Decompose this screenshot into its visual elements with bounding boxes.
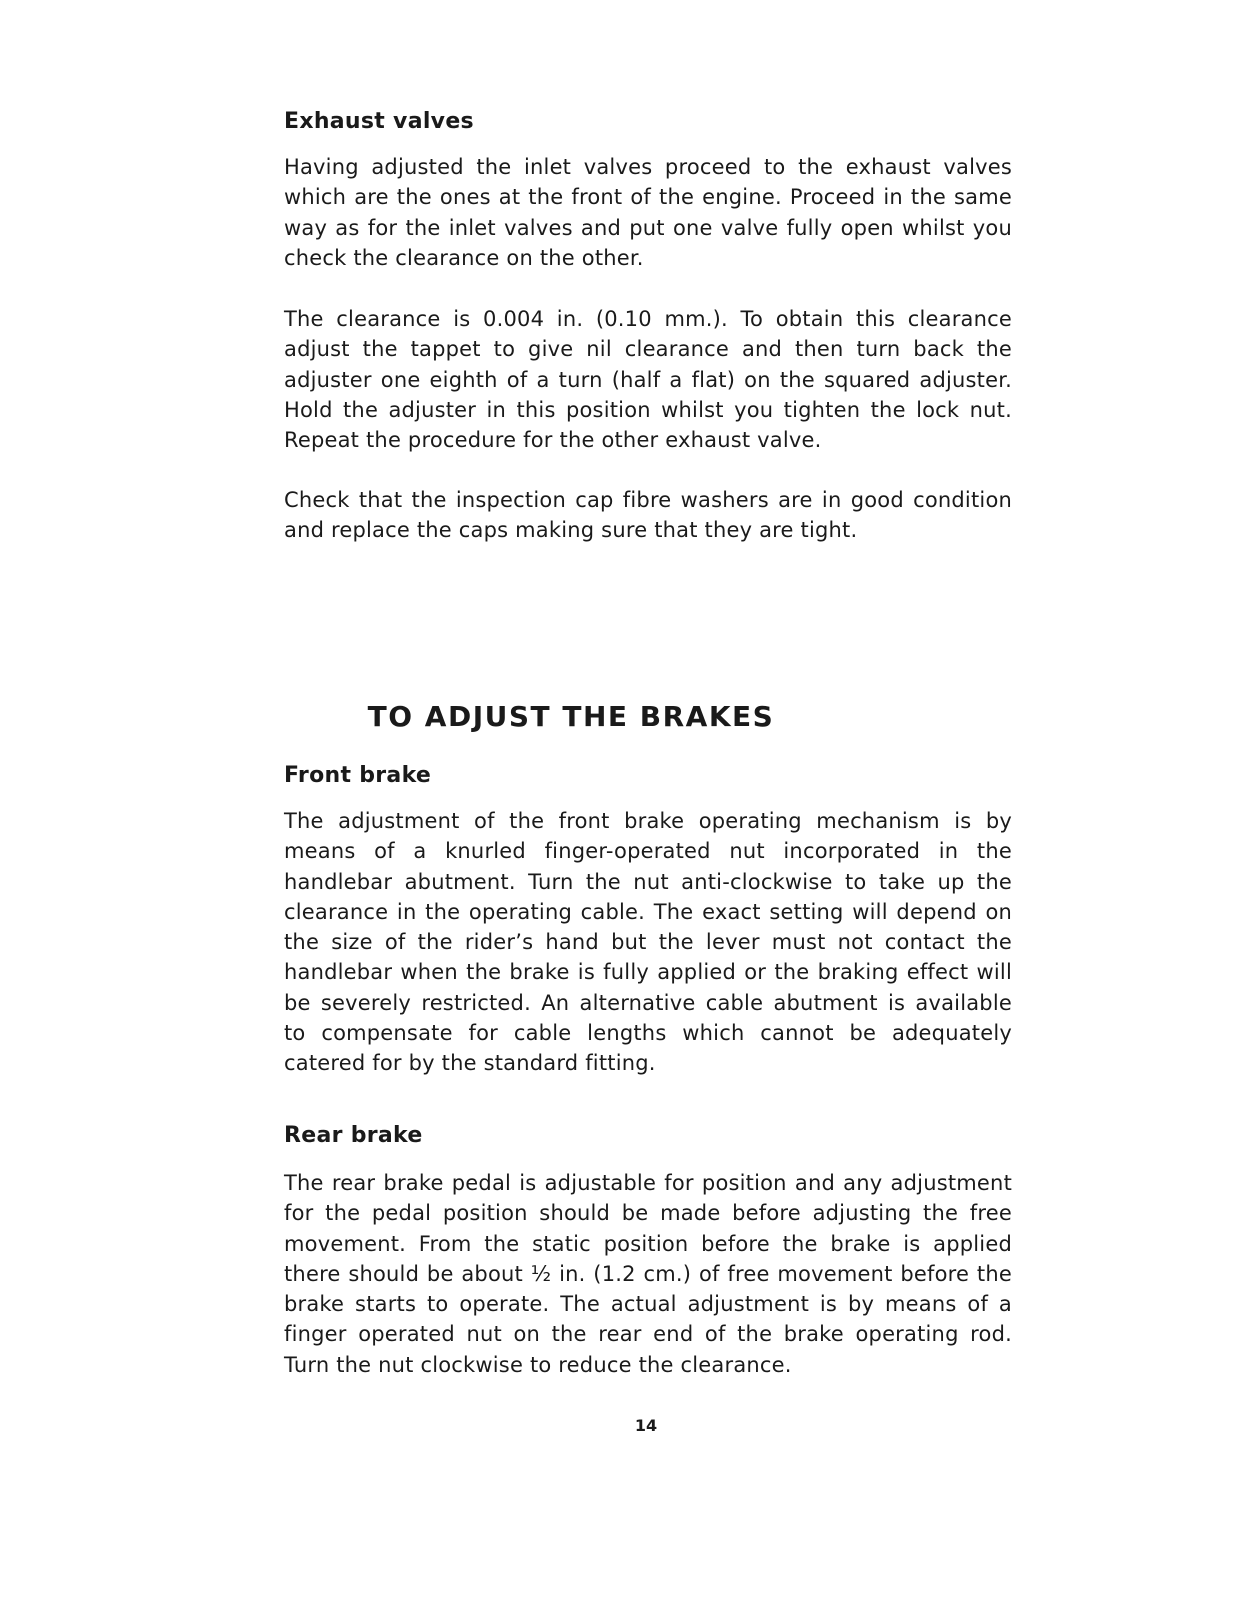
exhaust-valves-heading: Exhaust valves (284, 109, 474, 134)
front-brake-heading: Front brake (284, 763, 432, 788)
rear-brake-paragraph: The rear brake pedal is adjustable for position and any adjustment for the pedal position should be made before adjusting the free movement. From the static position before the brake is applied there should be about ½ in. (1.2 cm.) of free movement before the brake starts to operate. The actual adjustment is by means of a finger operated nut on the rear end of the brake operating rod. Turn the nut clockwise to reduce the clearance. (284, 1171, 1012, 1377)
page-number: 14 (634, 1416, 658, 1435)
exhaust-paragraph-1: Having adjusted the inlet valves proceed to the exhaust valves which are the ones at the front of the engine. Proceed in the same way as for the inlet valves and put one valve fully open whilst you check the clearance on the other. (284, 155, 1012, 270)
exhaust-paragraph-3: Check that the inspection cap fibre washers are in good condition and replace the caps making sure that they are tight. (284, 488, 1012, 543)
brakes-section-title: TO ADJUST THE BRAKES (367, 700, 775, 733)
exhaust-paragraph-2: The clearance is 0.004 in. (0.10 mm.). To obtain this clearance adjust the tappet to give nil clearance and then turn back the adjuster one eighth of a turn (half a flat) on the squared adjuster. Hold the adjuster in this position whilst you tighten the lock nut. Repeat the procedure for the other exhaust valve. (284, 307, 1012, 453)
rear-brake-heading: Rear brake (284, 1123, 423, 1148)
front-brake-paragraph: The adjustment of the front brake operating mechanism is by means of a knurled finger-operated nut incorporated in the handlebar abutment. Turn the nut anti-clockwise to take up the clearance in the operating cable. The exact setting will depend on the size of the rider’s hand but the lever must not contact the handlebar when the brake is fully applied or the braking effect will be severely restricted. An alternative cable abutment is available to compensate for cable lengths which cannot be adequately catered for by the standard fitting. (284, 809, 1012, 1076)
